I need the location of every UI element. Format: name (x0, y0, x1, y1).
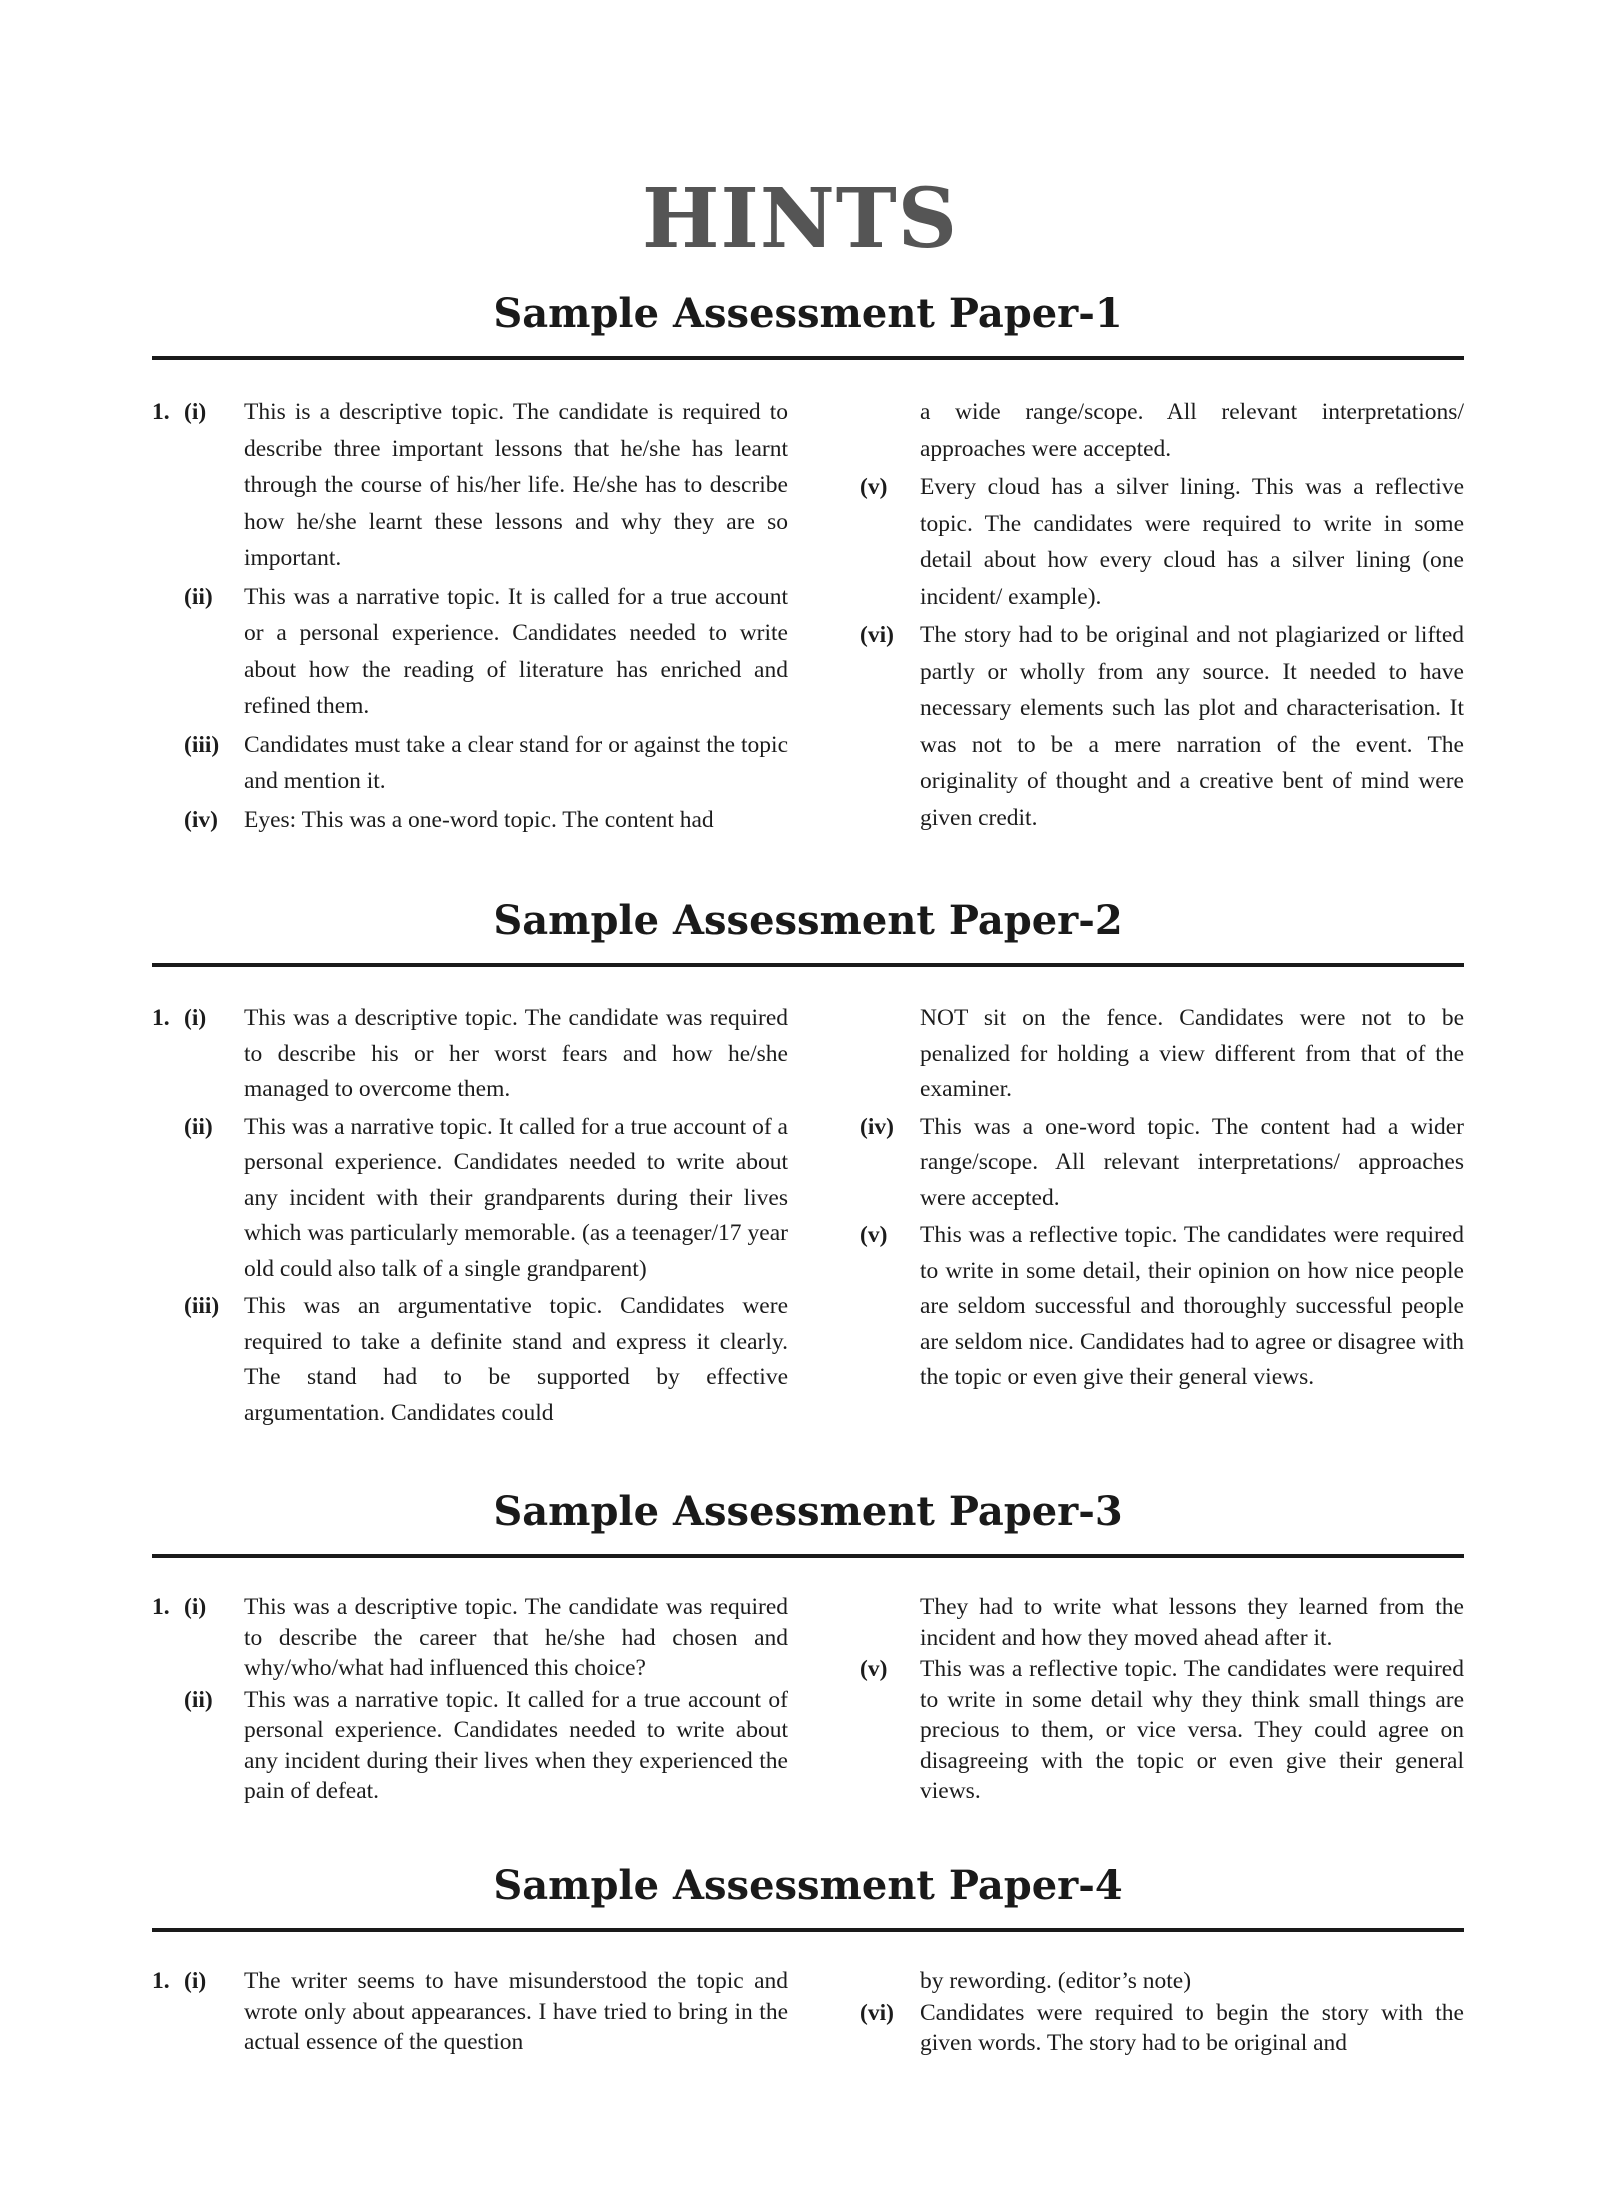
hint-item (828, 1218, 1464, 1396)
section-paper-3 (152, 1488, 1464, 1804)
right-column (828, 1966, 1464, 2060)
page-title: HINTS (641, 171, 959, 267)
hint-item (152, 1289, 788, 1431)
hint-item (828, 469, 1464, 615)
item-text: This was a narrative topic. It called for a true account of a personal experience. Candidates needed to write about any incident with their grandparents during their lives which was particularly memorable. (as a teenager/17 year old could also talk of a single grandparent) (244, 1113, 788, 1282)
item-text: This was an argumentative topic. Candidates were required to take a definite stand and express it clearly. The stand had to be supported by effective argumentation. Candidates could (244, 1293, 788, 1426)
right-column (828, 394, 1464, 838)
item-label: (v) (860, 1222, 888, 1248)
hint-item (828, 1110, 1464, 1217)
item-text: NOT sit on the fence. Candidates were not to be penalized for holding a view different from that of the examiner. (920, 1005, 1464, 1102)
section-paper-2 (152, 897, 1464, 1426)
question-number: 1. (152, 1594, 170, 1620)
item-text: Candidates must take a clear stand for or against the topic and mention it. (244, 731, 788, 794)
left-column (152, 1966, 788, 2059)
section-paper-4 (152, 1862, 1464, 2056)
item-label: (vi) (860, 622, 894, 648)
item-label: (i) (184, 1005, 207, 1031)
section-title: Sample Assessment Paper-3 (493, 1488, 1123, 1535)
left-column (152, 1001, 788, 1433)
right-column (828, 1001, 1464, 1398)
item-text: by rewording. (editor’s note) (920, 1968, 1192, 1994)
item-label: (iii) (184, 731, 220, 758)
hint-item (152, 1110, 788, 1288)
hint-item (152, 579, 788, 725)
item-text: Candidates were required to begin the story with the given words. The story had to be original and (920, 1999, 1464, 2056)
item-text: The writer seems to have misunderstood the topic and wrote only about appearances. I have tried to bring in the actual essence of the question (244, 1968, 788, 2055)
item-label: (iv) (184, 806, 218, 833)
item-label: (ii) (184, 583, 213, 610)
section-divider (152, 356, 1464, 360)
left-column (152, 1592, 788, 1808)
hint-item (152, 727, 788, 800)
section-divider (152, 1554, 1464, 1558)
left-column (152, 394, 788, 840)
hint-item (152, 1001, 788, 1108)
section-title: Sample Assessment Paper-4 (493, 1862, 1123, 1909)
item-label: (ii) (184, 1686, 213, 1713)
question-number: 1. (152, 399, 170, 425)
hint-item (152, 1685, 788, 1807)
hint-item (828, 1654, 1464, 1807)
hint-item-continued (828, 394, 1464, 467)
question-number: 1. (152, 1968, 170, 1994)
item-text: Eyes: This was a one-word topic. The content had (244, 806, 714, 833)
item-text: This was a descriptive topic. The candidate was required to describe the career that he/she had chosen and why/who/what had influenced this choice? (244, 1594, 788, 1681)
item-text: This was a reflective topic. The candidates were required to write in some detail why they think small things are precious to them, or vice versa. They could agree on disagreeing with the topic or even give their general views. (920, 1656, 1464, 1804)
item-label: (iii) (184, 1293, 220, 1319)
question-number: 1. (152, 1005, 170, 1031)
item-text: This was a one-word topic. The content had a wider range/scope. All relevant interpretations/ approaches were accepted. (920, 1113, 1464, 1211)
item-text: This was a reflective topic. The candidates were required to write in some detail, their opinion on how nice people are seldom successful and thoroughly successful people are seldom nice. Candidates had to agree or disagree with the topic or even give their general views. (920, 1222, 1464, 1390)
item-label: (i) (184, 1968, 207, 1994)
item-text: Every cloud has a silver lining. This was a reflective topic. The candidates were required to write in some detail about how every cloud has a silver lining (one incident/ example). (920, 474, 1464, 610)
item-label: (i) (184, 399, 207, 425)
item-text: This was a descriptive topic. The candidate was required to describe his or her worst fears and how he/she managed to overcome them. (244, 1005, 788, 1102)
item-text: They had to write what lessons they learned from the incident and how they moved ahead after it. (920, 1594, 1464, 1651)
hint-item-continued (828, 1001, 1464, 1108)
section-title: Sample Assessment Paper-2 (493, 897, 1123, 944)
hint-item-continued (828, 1592, 1464, 1653)
hint-item (152, 1966, 788, 2058)
item-label: (iv) (860, 1113, 894, 1140)
section-title: Sample Assessment Paper-1 (493, 290, 1123, 337)
section-divider (152, 1928, 1464, 1932)
item-label: (ii) (184, 1113, 213, 1140)
item-label: (vi) (860, 1999, 894, 2026)
hint-item (828, 1998, 1464, 2059)
hint-item (152, 802, 788, 839)
item-text: This is a descriptive topic. The candidate is required to describe three important lessons that he/she has learnt through the course of his/her life. He/she has to describe how he/she learnt these lessons and why they are so important. (244, 399, 788, 571)
section-paper-1 (152, 290, 1464, 833)
item-text: This was a narrative topic. It called for a true account of personal experience. Candidates needed to write about any incident during their lives when they experienced the pain of defeat. (244, 1686, 788, 1804)
item-label: (v) (860, 1656, 888, 1682)
item-label: (i) (184, 1594, 207, 1620)
item-text: This was a narrative topic. It is called for a true account or a personal experience. Candidates needed to write about how the reading of literature has enriched and refined them. (244, 583, 788, 719)
hint-item (152, 394, 788, 577)
hint-item (152, 1592, 788, 1684)
item-text: a wide range/scope. All relevant interpretations/ approaches were accepted. (920, 399, 1464, 462)
item-label: (v) (860, 474, 888, 500)
hint-item-continued (828, 1966, 1464, 1997)
section-divider (152, 963, 1464, 967)
right-column (828, 1592, 1464, 1808)
hint-item (828, 617, 1464, 836)
item-text: The story had to be original and not plagiarized or lifted partly or wholly from any source. It needed to have necessary elements such las plot and characterisation. It was not to be a mere narration of the event. The originality of thought and a creative bent of mind were given credit. (920, 622, 1464, 831)
